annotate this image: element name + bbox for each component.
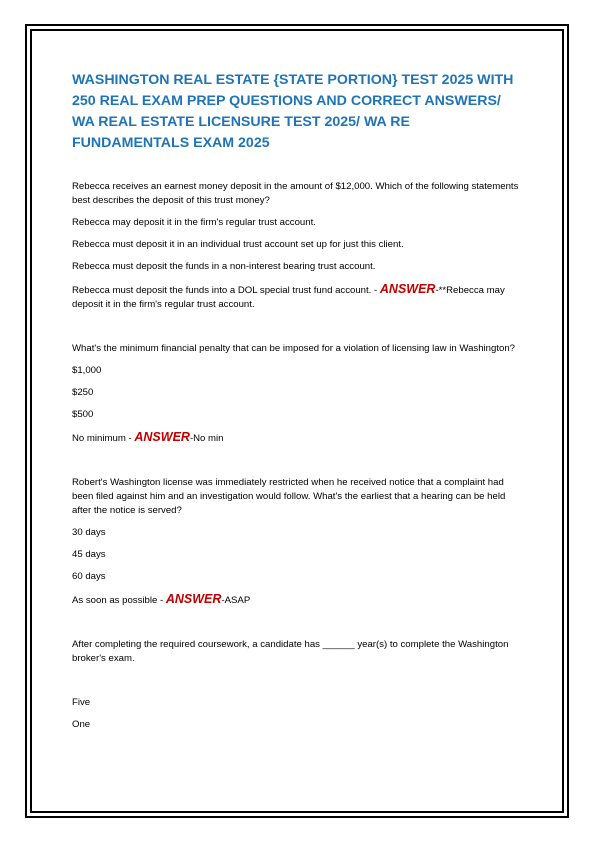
answer-option: Rebecca may deposit it in the firm's regular trust account. <box>72 217 316 228</box>
question-text: Robert's Washington license was immediately restricted when he received notice that a complaint had been filed against him and an investigation would follow. What's the earliest that a hearing can be held after the notice is served? <box>72 477 506 516</box>
answer-option: 45 days <box>72 549 106 560</box>
document-title: WASHINGTON REAL ESTATE {STATE PORTION} TEST 2025 WITH 250 REAL EXAM PREP QUESTIONS AND CORRECT ANSWERS/ WA REAL ESTATE LICENSURE TEST 2025/ WA RE FUNDAMENTALS EXAM 2025 <box>72 72 514 151</box>
correct-answer: -No min <box>189 433 224 444</box>
question-block <box>72 638 524 732</box>
question-text: Rebecca receives an earnest money deposit in the amount of $12,000. Which of the following statements best describes the deposit of this trust money? <box>72 181 519 206</box>
answer-line <box>72 592 524 608</box>
answer-keyword: ANSWER <box>165 592 222 606</box>
answer-option: One <box>72 719 91 730</box>
question-block <box>72 180 524 312</box>
answer-option: As soon as possible - <box>72 595 166 606</box>
answer-line <box>72 430 524 446</box>
answer-option: Five <box>72 697 91 708</box>
answer-line <box>72 282 524 312</box>
answer-option: No minimum - <box>72 433 135 444</box>
answer-option: Rebecca must deposit the funds into a DOL special trust fund account. - <box>72 285 380 296</box>
answer-option: Rebecca must deposit the funds in a non-interest bearing trust account. <box>72 261 376 272</box>
document-content <box>72 70 524 762</box>
correct-answer: -ASAP <box>221 595 251 606</box>
answer-option: $1,000 <box>72 365 102 376</box>
answer-option: Rebecca must deposit it in an individual trust account set up for just this client. <box>72 239 404 250</box>
answer-keyword: ANSWER <box>134 430 190 444</box>
answer-option: 60 days <box>72 571 106 582</box>
answer-keyword: ANSWER <box>379 282 436 296</box>
correct-answer: -**Rebecca may deposit it in the firm's regular trust account. <box>72 285 505 310</box>
question-text: After completing the required coursework, a candidate has ______ year(s) to complete the Washington broker's exam. <box>72 639 509 664</box>
spacer <box>72 674 524 696</box>
question-block <box>72 476 524 608</box>
answer-option: 30 days <box>72 527 106 538</box>
question-text: What's the minimum financial penalty that can be imposed for a violation of licensing law in Washington? <box>72 343 516 354</box>
answer-option: $500 <box>72 409 94 420</box>
question-block <box>72 342 524 446</box>
answer-option: $250 <box>72 387 94 398</box>
